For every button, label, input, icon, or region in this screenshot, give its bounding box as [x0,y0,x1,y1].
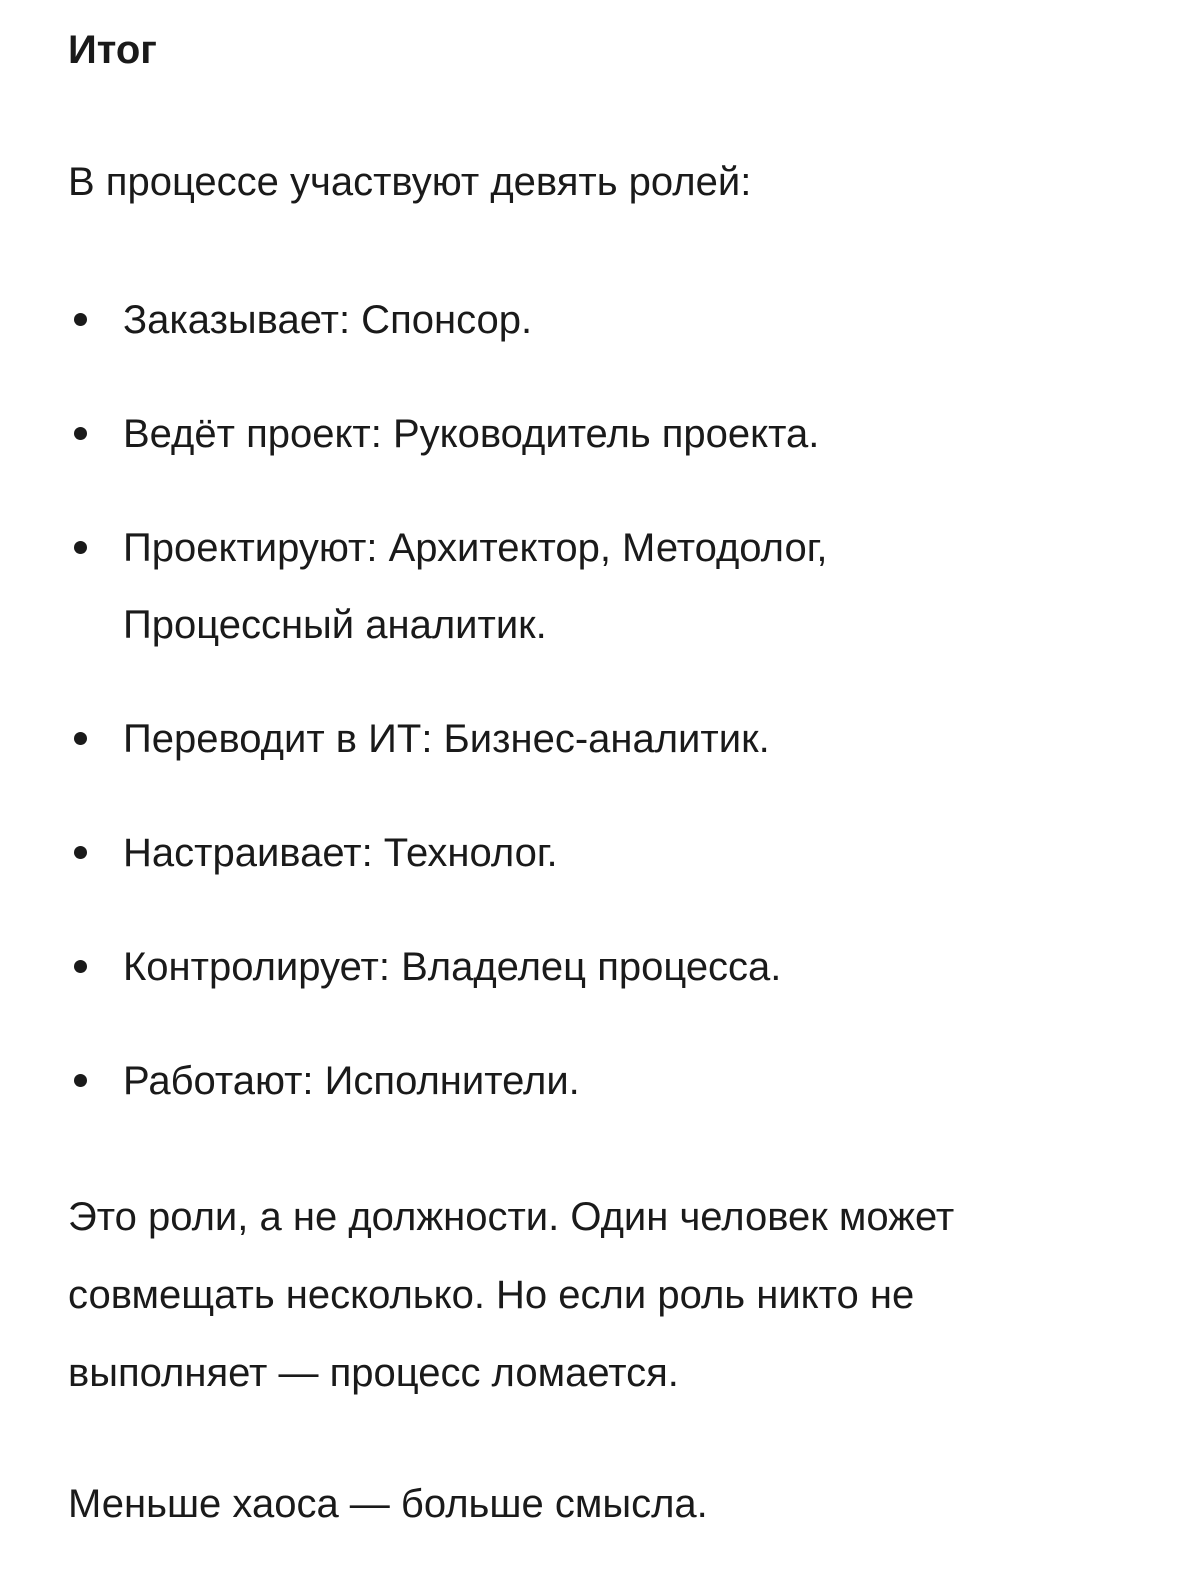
list-item-text: Заказывает: Спонсор. [123,298,533,342]
list-item-text: Ведёт проект: Руководитель проекта. [123,412,820,456]
list-item-text: Настраивает: Технолог. [123,831,558,875]
bullet-icon [74,427,87,440]
roles-list [68,282,1148,1157]
list-item [68,815,1003,892]
list-item-text: Переводит в ИТ: Бизнес-аналитик. [123,717,770,761]
list-item [68,929,1003,1006]
bullet-icon [74,1074,87,1087]
list-item [68,701,1003,778]
list-item [68,510,1003,664]
list-item-text: Проектируют: Архитектор, Методолог, Процессный аналитик. [123,526,828,647]
summary-paragraph: Это роли, а не должности. Один человек может совмещать несколько. Но если роль никто не выполняет — процесс ломается. [68,1195,955,1395]
intro-text: В процессе участвуют девять ролей: [68,160,752,204]
bullet-icon [74,541,87,554]
list-item-text: Контролирует: Владелец процесса. [123,945,782,989]
section-heading: Итог [68,28,157,72]
closing-paragraph: Меньше хаоса — больше смысла. [68,1482,708,1526]
bullet-icon [74,732,87,745]
bullet-icon [74,846,87,859]
list-item-text: Работают: Исполнители. [123,1059,580,1103]
list-item [68,282,1003,359]
bullet-icon [74,960,87,973]
list-item [68,396,1003,473]
list-item [68,1043,1003,1120]
bullet-icon [74,313,87,326]
